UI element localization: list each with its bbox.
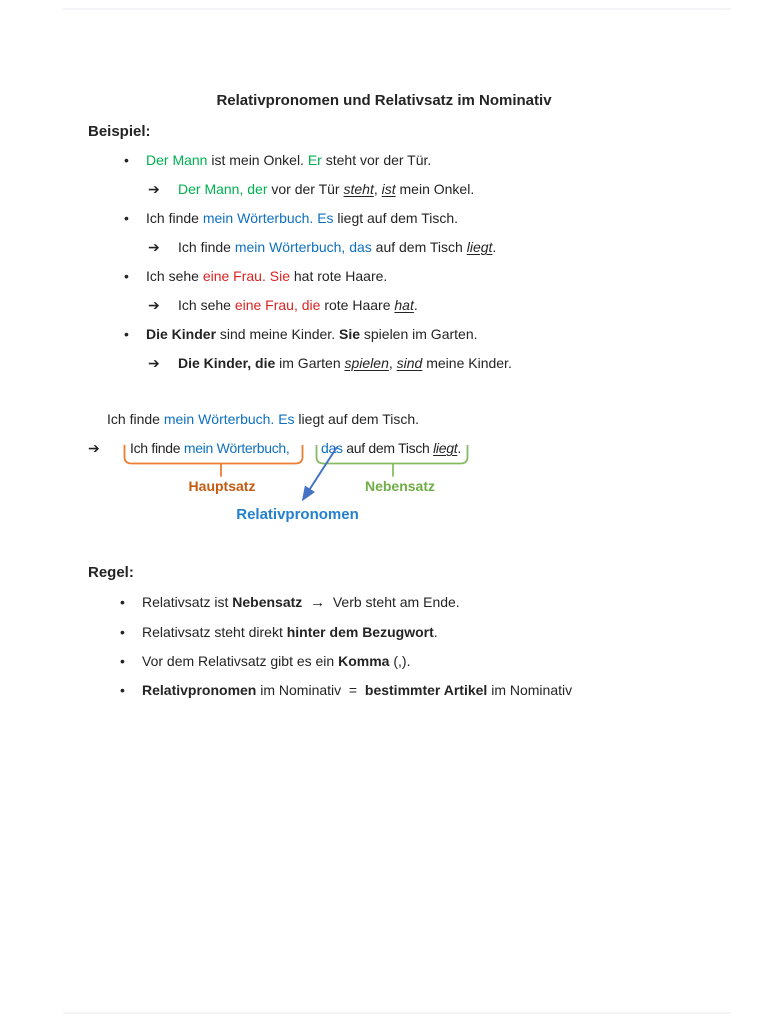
text-segment: . (457, 440, 461, 456)
text-segment: im Nominativ (487, 682, 573, 698)
bullet-icon: • (120, 624, 125, 640)
arrow-icon: ➔ (148, 239, 160, 255)
text-segment: auf dem Tisch (371, 239, 467, 255)
text-segment: mein Onkel. (395, 181, 475, 197)
bullet-icon: • (120, 594, 125, 610)
bullet-icon: • (120, 653, 125, 669)
sentence-text (178, 297, 418, 313)
text-segment: sind meine Kinder. (216, 326, 339, 342)
sentence-text (146, 210, 458, 226)
text-segment: Er (307, 152, 322, 168)
page-edge-top (63, 8, 731, 10)
text-segment: Relativpronomen (142, 682, 257, 698)
text-segment: mein Wörterbuch. (202, 210, 314, 226)
example-transform-line (148, 238, 496, 257)
example-sentence-line (124, 209, 458, 228)
repeat-sentence-line (107, 410, 419, 429)
page-edge-bottom (63, 1012, 731, 1014)
sentence-text (178, 355, 512, 371)
text-segment: . (492, 239, 497, 255)
example-transform-line (148, 354, 512, 373)
sentence-text (146, 268, 387, 284)
rule-line (120, 681, 572, 700)
example-sentence-line (124, 325, 478, 344)
heading-beispiel: Beispiel: (88, 123, 151, 140)
text-segment: Ich finde (130, 440, 184, 456)
text-segment: mein Wörterbuch. (163, 411, 275, 427)
text-segment: Nebensatz (232, 594, 303, 610)
text-segment: (,). (389, 653, 411, 669)
diagram-arrow-icon: ➔ (88, 440, 100, 456)
text-segment: Komma (338, 653, 390, 669)
text-segment: meine Kinder. (422, 355, 512, 371)
rule-line (120, 593, 460, 612)
text-segment: Verb steht am Ende. (325, 594, 460, 610)
nebensatz-label: Nebensatz (364, 478, 436, 494)
heading-regel: Regel: (88, 564, 134, 581)
page-title: Relativpronomen und Relativsatz im Nominativ (216, 92, 552, 109)
text-segment: bestimmter Artikel (364, 682, 488, 698)
text-segment: Relativsatz ist (142, 594, 233, 610)
text-segment: Ich sehe (178, 297, 235, 313)
text-segment: die (301, 297, 321, 313)
text-segment: Die Kinder, die (178, 355, 276, 371)
text-segment: Es (278, 411, 295, 427)
text-segment: mein Wörterbuch, (183, 440, 290, 456)
text-segment: steht vor der Tür. (321, 152, 432, 168)
sentence-text (178, 181, 474, 197)
text-segment: Es (317, 210, 334, 226)
rule-text (142, 594, 460, 610)
text-segment: . (433, 624, 438, 640)
hauptsatz-underbrace (123, 445, 304, 478)
bullet-icon: • (120, 682, 125, 698)
arrow-icon: ➔ (148, 181, 160, 197)
text-segment: Relativsatz steht direkt (142, 624, 287, 640)
text-segment: liegt auf dem Tisch. (333, 210, 459, 226)
text-segment: → (310, 594, 326, 611)
text-segment: Die Kinder (146, 326, 217, 342)
text-segment: Sie (269, 268, 290, 284)
example-transform-line (148, 296, 418, 315)
text-segment: ist mein Onkel. (207, 152, 308, 168)
text-segment: rote Haare (320, 297, 395, 313)
text-segment: im Nominativ = (256, 682, 365, 698)
text-segment: liegt (466, 239, 493, 255)
text-segment: Ich finde (146, 210, 203, 226)
text-segment: liegt auf dem Tisch. (294, 411, 420, 427)
text-segment: hinter dem Bezugwort (286, 624, 434, 640)
text-segment: Der Mann, (178, 181, 244, 197)
text-segment: . (413, 297, 418, 313)
rule-text (142, 653, 410, 669)
bullet-icon: • (124, 326, 129, 342)
arrow-icon: ➔ (148, 355, 160, 371)
sentence-text (146, 152, 431, 168)
text-segment: Vor dem Relativsatz gibt es ein (142, 653, 339, 669)
text-segment: Ich finde (107, 411, 164, 427)
text-segment: , (373, 181, 382, 197)
text-segment: spielen im Garten. (360, 326, 478, 342)
example-transform-line (148, 180, 474, 199)
text-segment: eine Frau. (202, 268, 266, 284)
text-segment: hat rote Haare. (290, 268, 388, 284)
rule-text (142, 682, 572, 698)
text-segment: liegt (433, 440, 458, 456)
text-segment: vor der Tür (267, 181, 344, 197)
hauptsatz-label: Hauptsatz (188, 478, 256, 494)
text-segment: Sie (338, 326, 360, 342)
text-segment: ist (381, 181, 396, 197)
text-segment: der (247, 181, 268, 197)
text-segment: , (388, 355, 397, 371)
text-segment: Der Mann (146, 152, 208, 168)
bullet-icon: • (124, 210, 129, 226)
bullet-icon: • (124, 152, 129, 168)
example-sentence-line (124, 267, 387, 286)
text-segment: mein Wörterbuch, das (234, 239, 372, 255)
rule-line (120, 652, 410, 671)
text-segment: steht (343, 181, 374, 197)
example-sentence-line (124, 151, 431, 170)
relativpronomen-arrow (292, 444, 344, 508)
text-segment: das (321, 440, 343, 456)
text-segment: auf dem Tisch (342, 440, 434, 456)
sentence-text (178, 239, 496, 255)
arrow-icon: ➔ (148, 297, 160, 313)
text-segment: hat (394, 297, 414, 313)
sentence-text (146, 326, 478, 342)
text-segment: sind (396, 355, 423, 371)
relativpronomen-label: Relativpronomen (236, 506, 359, 523)
rule-line (120, 623, 438, 642)
text-segment: Ich sehe (146, 268, 203, 284)
text-segment: im Garten (275, 355, 345, 371)
text-segment: spielen (344, 355, 389, 371)
text-segment (302, 594, 310, 610)
rule-text (142, 624, 438, 640)
bullet-icon: • (124, 268, 129, 284)
sentence-text (107, 411, 419, 427)
text-segment: Ich finde (178, 239, 235, 255)
text-segment: eine Frau, (234, 297, 298, 313)
